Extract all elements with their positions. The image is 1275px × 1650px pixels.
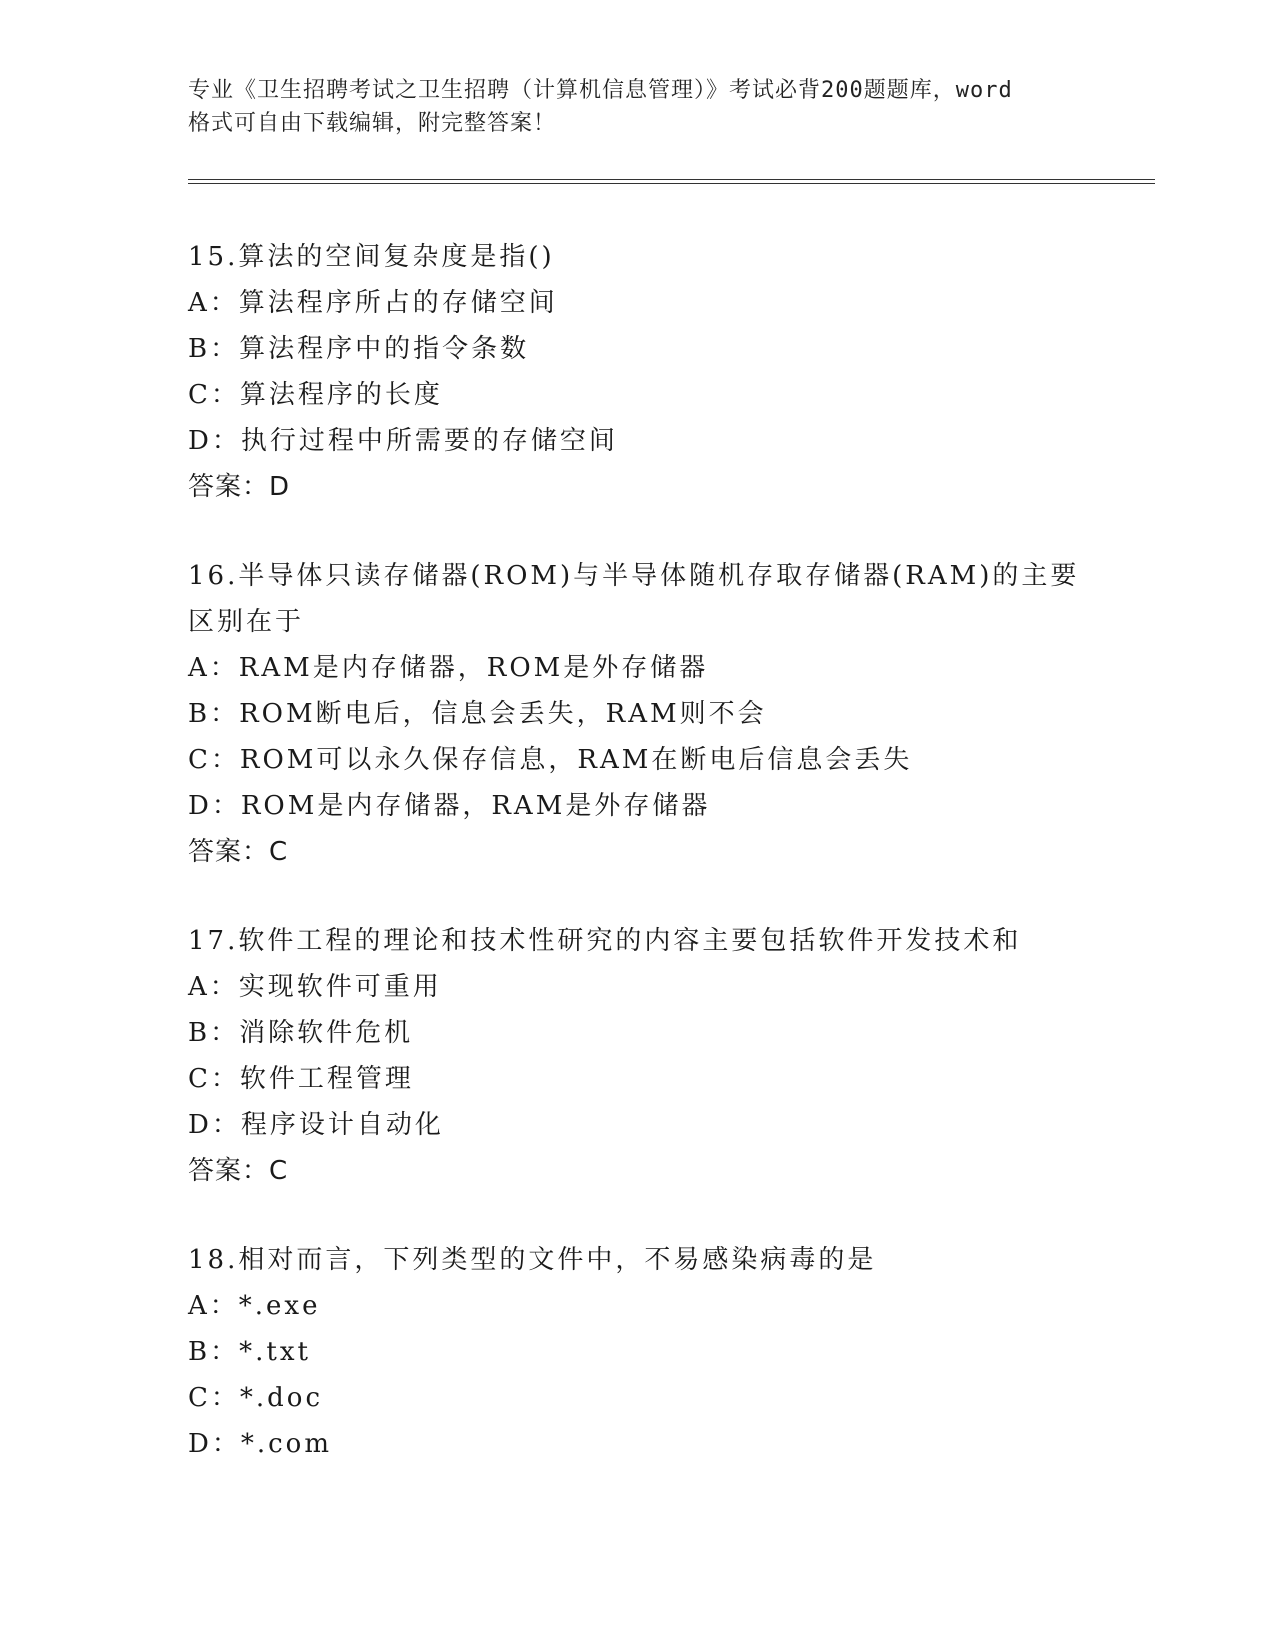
- option-d: D：执行过程中所需要的存储空间: [188, 426, 618, 456]
- option-d: D：*.com: [188, 1429, 332, 1459]
- question-stem: 17.软件工程的理论和技术性研究的内容主要包括软件开发技术和: [188, 926, 1022, 956]
- option-d: D：ROM是内存储器，RAM是外存储器: [188, 791, 711, 821]
- document-header: [188, 74, 1088, 140]
- option-b: B：消除软件危机: [188, 1018, 414, 1048]
- question-15: [188, 234, 1088, 510]
- option-b: B：ROM断电后，信息会丢失，RAM则不会: [188, 699, 767, 729]
- option-a: A：算法程序所占的存储空间: [188, 288, 558, 318]
- question-17: [188, 918, 1088, 1194]
- option-c: C：ROM可以永久保存信息，RAM在断电后信息会丢失: [188, 745, 913, 775]
- header-divider-bottom: [188, 183, 1155, 184]
- option-a: A：实现软件可重用: [188, 972, 442, 1002]
- question-18: [188, 1237, 1088, 1467]
- question-stem: 18.相对而言，下列类型的文件中，不易感染病毒的是: [188, 1245, 877, 1275]
- header-title-line-2: 格式可自由下载编辑，附完整答案！: [188, 111, 557, 136]
- option-a: A：RAM是内存储器，ROM是外存储器: [188, 653, 709, 683]
- header-title-line-1: 专业《卫生招聘考试之卫生招聘（计算机信息管理）》考试必背200题题库，word: [188, 78, 1013, 103]
- option-a: A：*.exe: [188, 1291, 321, 1321]
- option-b: B：算法程序中的指令条数: [188, 334, 530, 364]
- option-c: C：*.doc: [188, 1383, 324, 1413]
- question-stem: 15.算法的空间复杂度是指(): [188, 242, 555, 272]
- header-divider-top: [188, 179, 1155, 180]
- question-16: [188, 553, 1088, 875]
- option-b: B：*.txt: [188, 1337, 311, 1367]
- answer: 答案：D: [188, 472, 291, 502]
- option-d: D：程序设计自动化: [188, 1110, 444, 1140]
- answer: 答案：C: [188, 1156, 289, 1186]
- question-stem: 16.半导体只读存储器(ROM)与半导体随机存取存储器(RAM)的主要区别在于: [188, 561, 1080, 637]
- option-c: C：软件工程管理: [188, 1064, 414, 1094]
- answer: 答案：C: [188, 837, 289, 867]
- option-c: C：算法程序的长度: [188, 380, 443, 410]
